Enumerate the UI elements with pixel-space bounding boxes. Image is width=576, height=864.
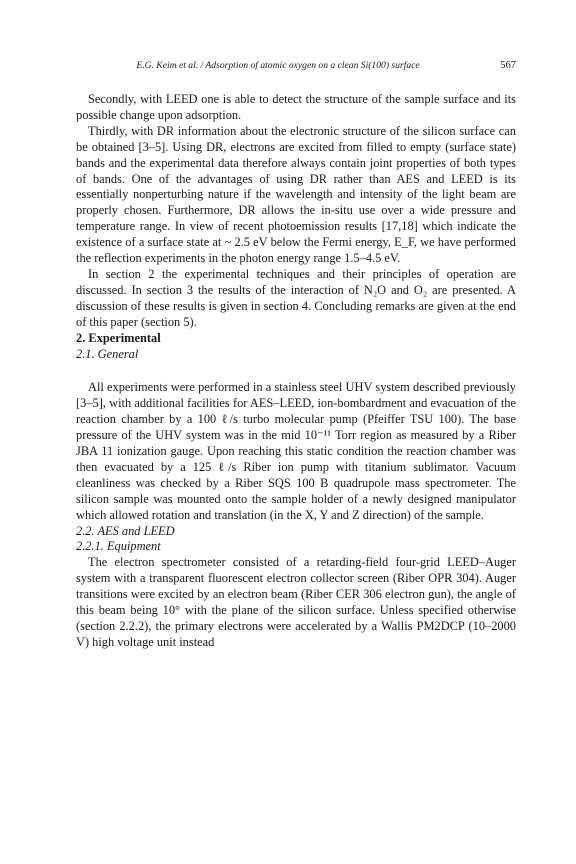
- page-number: 567: [500, 60, 516, 71]
- paragraph-leed-structure: Secondly, with LEED one is able to detect the structure of the sample surface and its possible change upon adsorption.: [76, 92, 516, 122]
- section-heading-experimental: 2. Experimental: [76, 330, 161, 345]
- paragraph-section-overview: In section 2 the experimental techniques and their principles of operation are discussed. In section 3 the results of the interaction of N₂O and O₂ are presented. A discussion of these results is given in section 4. Concluding remarks are given at the end of this paper (section 5).: [76, 266, 516, 329]
- subsection-heading-aes-leed: 2.2. AES and LEED: [76, 523, 175, 538]
- paragraph-uhv-system: All experiments were performed in a stainless steel UHV system described previously [3–5], with additional facilities for AES–LEED, ion-bombardment and evacuation of the reaction chamber by a 100 ℓ/s turbo molecular pump (Pfeiffer TSU 100). The base pressure of the UHV system was in the mid 10⁻¹¹ Torr region as measured by a Riber JBA 11 ionization gauge. Upon reaching this static condition the reaction chamber was then evacuated by a 125 ℓ/s Riber ion pump with titanium sublimator. Vacuum cleanliness was checked by a Riber SQS 100 B quadrupole mass spectrometer. The silicon sample was mounted onto the sample holder of a newly designed manipulator which allowed rotation and translation (in the X, Y and Z direction) of the sample.: [76, 380, 516, 522]
- running-head: E.G. Keim et al. / Adsorption of atomic oxygen on a clean Si(100) surface: [136, 60, 420, 71]
- paragraph-dr-information: Thirdly, with DR information about the electronic structure of the silicon surface can be obtained [3–5]. Using DR, electrons are excited from filled to empty (surface state) bands and the experimental data therefore always contain joint properties of both types of bands. One of the advantages of using DR rather than AES and LEED is its essentially nonperturbing nature if the wavelength and intensity of the light beam are properly chosen. Furthermore, DR allows the in-situ use over a wide pressure and temperature range. In view of recent photoemission results [17,18] which indicate the existence of a surface state at ~ 2.5 eV below the Fermi energy, E_F, we have performed the reflection experiments in the photon energy range 1.5–4.5 eV.: [76, 123, 516, 266]
- subsection-heading-general: 2.1. General: [76, 346, 139, 361]
- paragraph-electron-spectrometer: The electron spectrometer consisted of a retarding-field four-grid LEED–Auger system with a transparent fluorescent electron collector screen (Riber OPR 304). Auger transitions were excited by an electron beam (Riber CER 306 electron gun), the angle of this beam being 10° with the plane of the silicon surface. Unless specified otherwise (section 2.2.2), the primary electrons were accelerated by a Wallis PM2DCP (10–2000 V) high voltage unit instead: [76, 555, 516, 649]
- body-text: [76, 92, 516, 651]
- subsubsection-heading-equipment: 2.2.1. Equipment: [76, 539, 161, 554]
- page-header: [76, 60, 516, 76]
